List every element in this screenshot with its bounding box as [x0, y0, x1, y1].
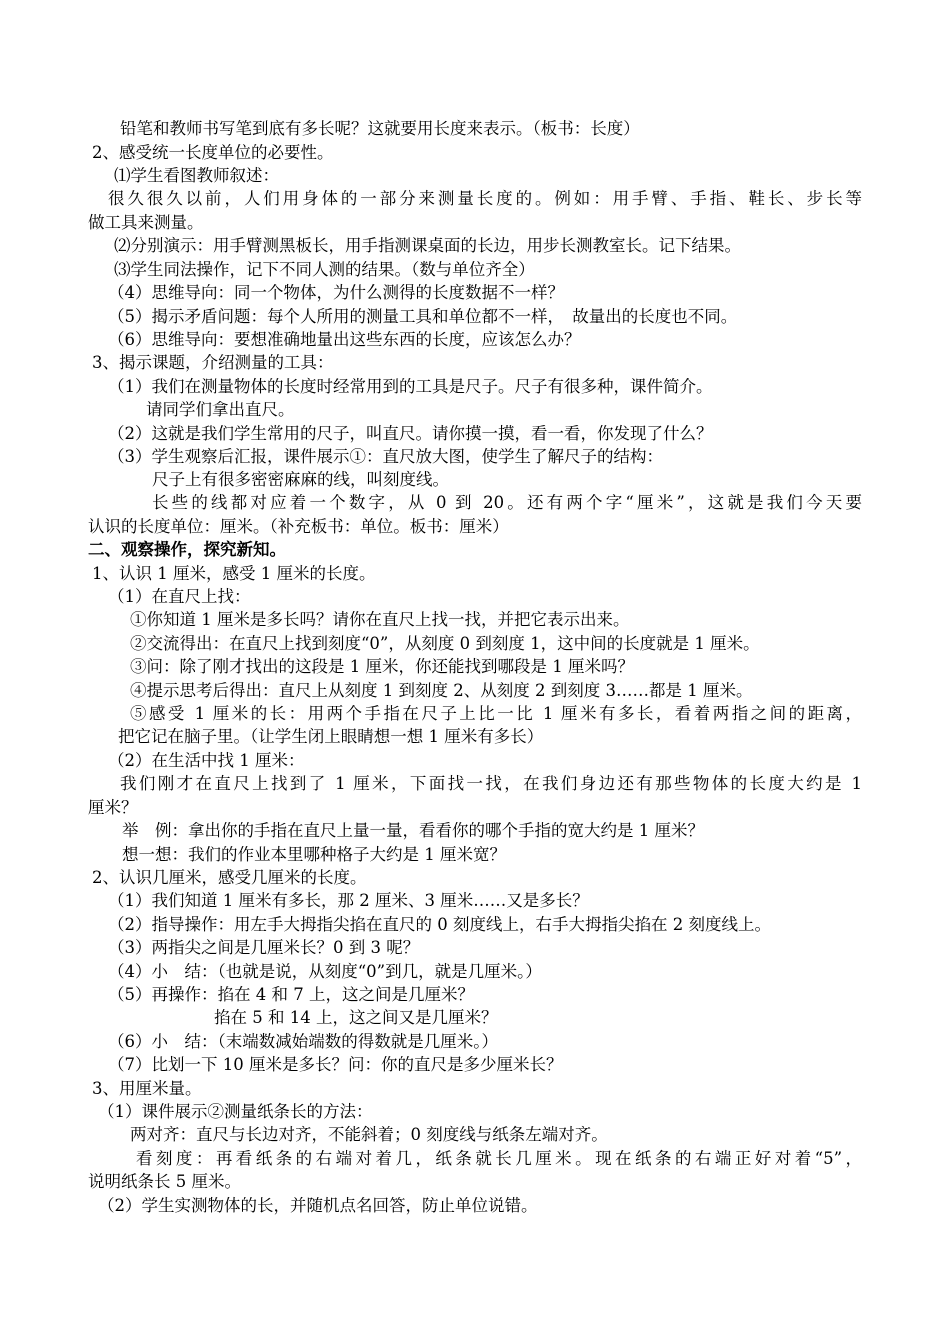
- text-line: 想一想：我们的作业本里哪种格子大约是 1 厘米宽？: [122, 845, 506, 864]
- text-line: ⑵分别演示：用手臂测黑板长，用手指测课桌面的长边，用步长测教室长。记下结果。: [114, 236, 741, 255]
- text-line: 我们刚才在直尺上找到了 1 厘米，下面找一找，在我们身边还有那些物体的长度大约是 1: [120, 774, 862, 793]
- section-heading: 2、感受统一长度单位的必要性。: [92, 143, 334, 162]
- text-line: ②交流得出：在直尺上找到刻度“0”，从刻度 0 到刻度 1，这中间的长度就是 1 厘米。: [130, 634, 760, 653]
- text-line: （1）课件展示②测量纸条长的方法：: [98, 1102, 373, 1121]
- text-line: 长些的线都对应着一个数字，从 0 到 20。还有两个字“厘米”，这就是我们今天要: [152, 493, 862, 512]
- text-line: （1）在直尺上找：: [108, 587, 251, 606]
- section-title: 二、观察操作，探究新知。: [88, 540, 286, 559]
- text-line: （7）比划一下 10 厘米是多长？问：你的直尺是多少厘米长？: [108, 1055, 563, 1074]
- text-line: （1）我们知道 1 厘米有多长，那 2 厘米、3 厘米……又是多长？: [108, 891, 589, 910]
- text-line: （4）思维导向：同一个物体，为什么测得的长度数据不一样？: [108, 283, 564, 302]
- text-line: （2）在生活中找 1 厘米：: [108, 751, 305, 770]
- text-line: （5）再操作：掐在 4 和 7 上，这之间是几厘米？: [108, 985, 474, 1004]
- text-line: ⑤感受 1 厘米的长：用两个手指在尺子上比一比 1 厘米有多长，看着两指之间的距离，: [130, 704, 862, 723]
- text-line: 厘米？: [88, 798, 138, 817]
- text-line: 做工具来测量。: [88, 213, 204, 232]
- text-line: 铅笔和教师书写笔到底有多长呢？这就要用长度来表示。（板书：长度）: [120, 119, 640, 138]
- text-line: 举 例：拿出你的手指在直尺上量一量，看看你的哪个手指的宽大约是 1 厘米？: [122, 821, 704, 840]
- text-line: 很久很久以前，人们用身体的一部分来测量长度的。例如：用手臂、手指、鞋长、步长等: [108, 189, 862, 208]
- section-heading: 3、用厘米量。: [92, 1079, 202, 1098]
- text-line: （5）揭示矛盾问题：每个人所用的测量工具和单位都不一样， 故量出的长度也不同。: [108, 307, 738, 326]
- text-line: （4）小 结：（也就是说，从刻度“0”到几，就是几厘米。）: [108, 962, 542, 981]
- section-heading: 1、认识 1 厘米，感受 1 厘米的长度。: [92, 564, 376, 583]
- text-line: 把它记在脑子里。（让学生闭上眼睛想一想 1 厘米有多长）: [118, 727, 544, 746]
- text-line: 认识的长度单位：厘米。（补充板书：单位。板书：厘米）: [88, 517, 509, 536]
- text-line: （2）学生实测物体的长，并随机点名回答，防止单位说错。: [98, 1196, 538, 1215]
- text-line: ⑴学生看图教师叙述：: [114, 166, 279, 185]
- text-line: 两对齐：直尺与长边对齐，不能斜着；0 刻度线与纸条左端对齐。: [130, 1125, 608, 1144]
- text-line: 掐在 5 和 14 上，这之间又是几厘米？: [214, 1008, 498, 1027]
- text-line: （2）指导操作：用左手大拇指尖掐在直尺的 0 刻度线上，右手大拇指尖掐在 2 刻度线上。: [108, 915, 771, 934]
- text-line: （2）这就是我们学生常用的尺子，叫直尺。请你摸一摸，看一看，你发现了什么？: [108, 424, 713, 443]
- text-line: 看刻度：再看纸条的右端对着几，纸条就长几厘米。现在纸条的右端正好对着“5”，: [136, 1149, 862, 1168]
- text-line: 尺子上有很多密密麻麻的线，叫刻度线。: [152, 470, 449, 489]
- text-line: （6）小 结：（末端数减始端数的得数就是几厘米。）: [108, 1032, 498, 1051]
- text-line: 请同学们拿出直尺。: [146, 400, 295, 419]
- section-heading: 2、认识几厘米，感受几厘米的长度。: [92, 868, 367, 887]
- text-line: 说明纸条长 5 厘米。: [88, 1172, 241, 1191]
- text-line: ⑶学生同法操作，记下不同人测的结果。（数与单位齐全）: [114, 260, 535, 279]
- text-line: ①你知道 1 厘米是多长吗？请你在直尺上找一找，并把它表示出来。: [130, 610, 630, 629]
- text-line: （1）我们在测量物体的长度时经常用到的工具是尺子。尺子有很多种，课件简介。: [108, 377, 713, 396]
- text-line: （3）学生观察后汇报，课件展示①：直尺放大图，使学生了解尺子的结构：: [108, 447, 663, 466]
- text-line: ④提示思考后得出：直尺上从刻度 1 到刻度 2、从刻度 2 到刻度 3……都是 1 厘米。: [130, 681, 753, 700]
- text-line: （3）两指尖之间是几厘米长？0 到 3 呢？: [108, 938, 420, 957]
- text-line: （6）思维导向：要想准确地量出这些东西的长度，应该怎么办？: [108, 330, 581, 349]
- text-line: ③问：除了刚才找出的这段是 1 厘米，你还能找到哪段是 1 厘米吗？: [130, 657, 634, 676]
- section-heading: 3、揭示课题，介绍测量的工具：: [92, 353, 334, 372]
